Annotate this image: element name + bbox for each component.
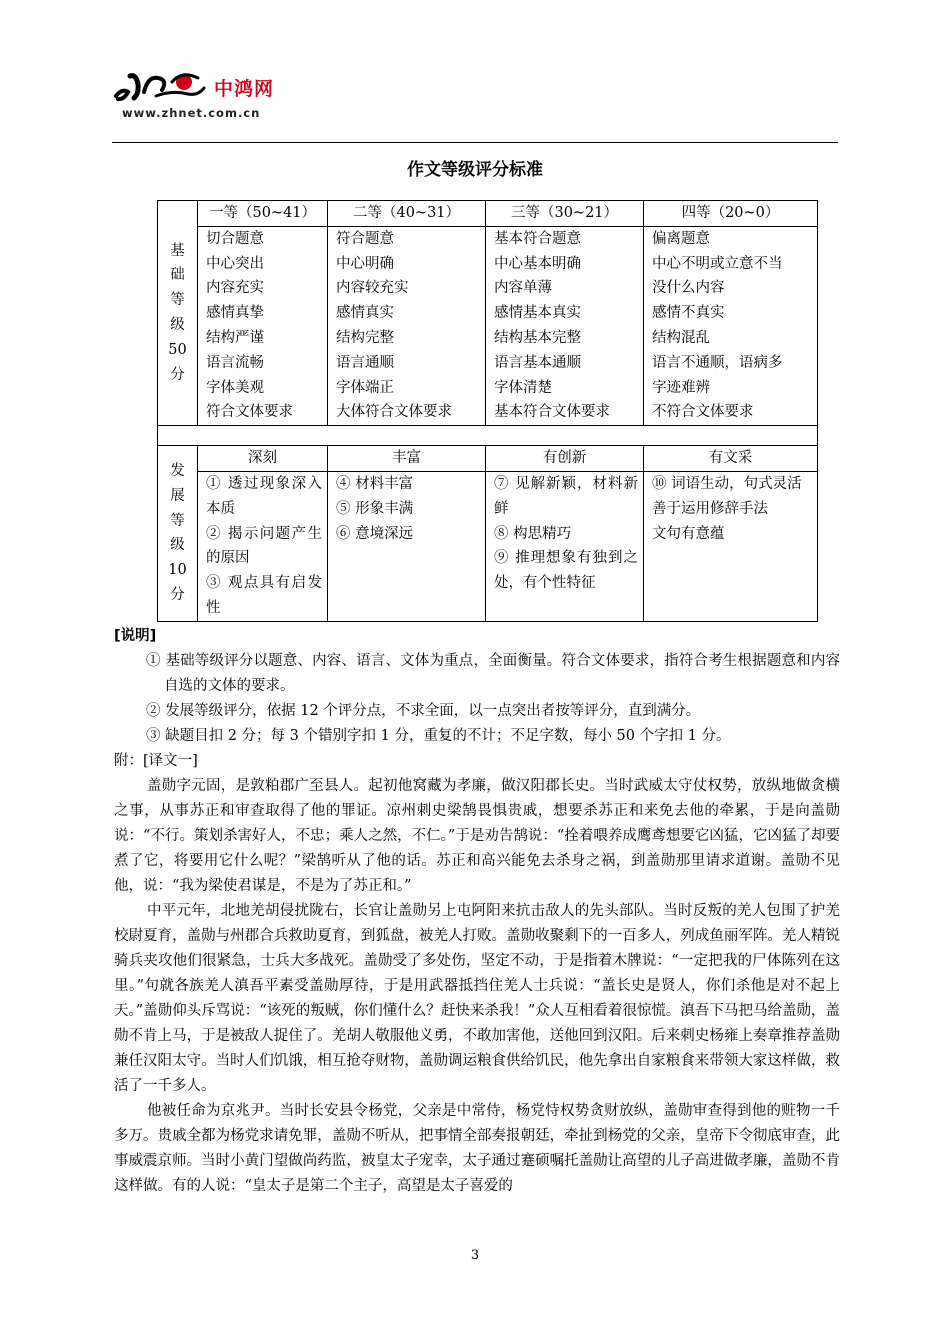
development-criteria-cell: ④ 材料丰富 ⑤ 形象丰满 ⑥ 意境深远	[328, 471, 486, 621]
development-level-label: 发 展 等 级 10 分	[158, 446, 198, 622]
body-paragraph: 盖勋字元固，是敦粕郡广至县人。起初他窝藏为孝廉，做汉阳郡长史。当时武威太守仗权势，放纵地做贪横之事，从事苏正和审查取得了他的罪证。凉州刺史梁鹄畏惧贵戚，想要杀苏正和来免去他的牵累，于是向盖勋说：“不行。策划杀害好人，不忠；乘人之然，不仁。”于是劝告鹄说：“拴着喂养成鹰鸢想要它凶猛，它凶猛了却要煮了它，将要用它什么呢？”梁鹄听从了他的话。苏正和高兴能免去杀身之祸，到盖勋那里请求道谢。盖勋不见他，说：“我为梁使君谋是，不是为了苏正和。”	[114, 778, 840, 894]
table-spacer-row	[158, 426, 818, 446]
brand-name: 中鸿网	[214, 78, 275, 100]
grade-header: 三等（30~21）	[486, 201, 644, 227]
note-item: ③ 缺题目扣 2 分；每 3 个错别字扣 1 分，重复的不计；不足字数，每小 50 个字扣 1 分。	[146, 728, 731, 744]
grade-header: 二等（40~31）	[328, 201, 486, 227]
grade-criteria-cell: 偏离题意 中心不明或立意不当 没什么内容 感情不真实 结构混乱 语言不通顺，语病多 字迹难辨 不符合文体要求	[644, 226, 818, 425]
site-logo	[112, 66, 312, 126]
development-header: 有创新	[486, 446, 644, 472]
basic-header-row	[158, 201, 818, 227]
development-criteria-row	[158, 471, 818, 621]
development-header: 有文采	[644, 446, 818, 472]
development-criteria-cell: ⑦ 见解新颖，材料新鲜 ⑧ 构思精巧 ⑨ 推理想象有独到之处，有个性特征	[486, 471, 644, 621]
note-item: ② 发展等级评分，依据 12 个评分点，不求全面，以一点突出者按等评分，直到满分。	[146, 703, 701, 719]
development-criteria-cell: ⑩ 词语生动，句式灵活 善于运用修辞手法 文句有意蕴	[644, 471, 818, 621]
basic-criteria-row	[158, 226, 818, 425]
header-rule	[112, 142, 838, 143]
brand-url: www.zhnet.com.cn	[122, 106, 261, 120]
grade-header: 一等（50~41）	[198, 201, 328, 227]
brush-logo-icon	[112, 66, 212, 106]
notes-label: [说明]	[114, 628, 157, 644]
body-paragraph: 他被任命为京兆尹。当时长安县令杨党，父亲是中常侍，杨党恃权势贪财放纵，盖勋审查得到他的赃物一千多万。贵戚全都为杨党求请免罪，盖勋不听从，把事情全部奏报朝廷，牵扯到杨党的父亲，皇帝下令彻底审查，此事威震京师。当时小黄门望做尚药监，被皇太子宠幸，太子通过蹇硕嘱托盖勋让高望的儿子高进做孝廉，盖勋不肯这样做。有的人说：“皇太子是第二个主子，高望是太子喜爱的	[114, 1103, 840, 1194]
appendix-label: 附：[译文一]	[114, 753, 198, 769]
grading-table	[157, 200, 818, 622]
grade-header: 四等（20~0）	[644, 201, 818, 227]
page-title: 作文等级评分标准	[407, 160, 543, 180]
body-paragraph: 中平元年，北地羌胡侵扰陇右，长官让盖勋另上屯阿阳来抗击敌人的先头部队。当时反叛的羌人包围了护羌校尉夏育，盖勋与州郡合兵救助夏育，到狐盘，被羌人打败。盖勋收聚剩下的一百多人，列成鱼丽军阵。羌人精锐骑兵夹攻他们很紧急，士兵大多战死。盖勋受了多处伤，坚定不动，于是指着木牌说：“一定把我的尸体陈列在这里。”句就各族羌人滇吾平素受盖勋厚待，于是用武器抵挡住羌人士兵说：“盖长史是贤人，你们杀他是对不起上天。”盖勋仰头斥骂说：“该死的叛贼，你们懂什么？赶快来杀我！”众人互相看着很惊慌。滇吾下马把马给盖勋，盖勋不肯上马，于是被敌人捉住了。羌胡人敬服他义勇，不敢加害他，送他回到汉阳。后来刺史杨雍上奏章推荐盖勋兼任汉阳太守。当时人们饥饿，相互抢夺财物，盖勋调运粮食供给饥民，他先拿出自家粮食来带领大家这样做，救活了一千多人。	[114, 903, 840, 1094]
grade-criteria-cell: 基本符合题意 中心基本明确 内容单薄 感情基本真实 结构基本完整 语言基本通顺 字体清楚 基本符合文体要求	[486, 226, 644, 425]
page-number: 3	[470, 1248, 480, 1263]
notes-section	[114, 624, 840, 1199]
development-header: 深刻	[198, 446, 328, 472]
grade-criteria-cell: 切合题意 中心突出 内容充实 感情真挚 结构严谨 语言流畅 字体美观 符合文体要求	[198, 226, 328, 425]
development-header-row	[158, 446, 818, 472]
grade-criteria-cell: 符合题意 中心明确 内容较充实 感情真实 结构完整 语言通顺 字体端正 大体符合文体要求	[328, 226, 486, 425]
development-criteria-cell: ① 透过现象深入本质 ② 揭示问题产生的原因 ③ 观点具有启发性	[198, 471, 328, 621]
basic-level-label: 基 础 等 级 50 分	[158, 201, 198, 426]
development-header: 丰富	[328, 446, 486, 472]
note-item: ① 基础等级评分以题意、内容、语言、文体为重点，全面衡量。符合文体要求，指符合考生根据题意和内容自选的文体的要求。	[146, 653, 840, 694]
